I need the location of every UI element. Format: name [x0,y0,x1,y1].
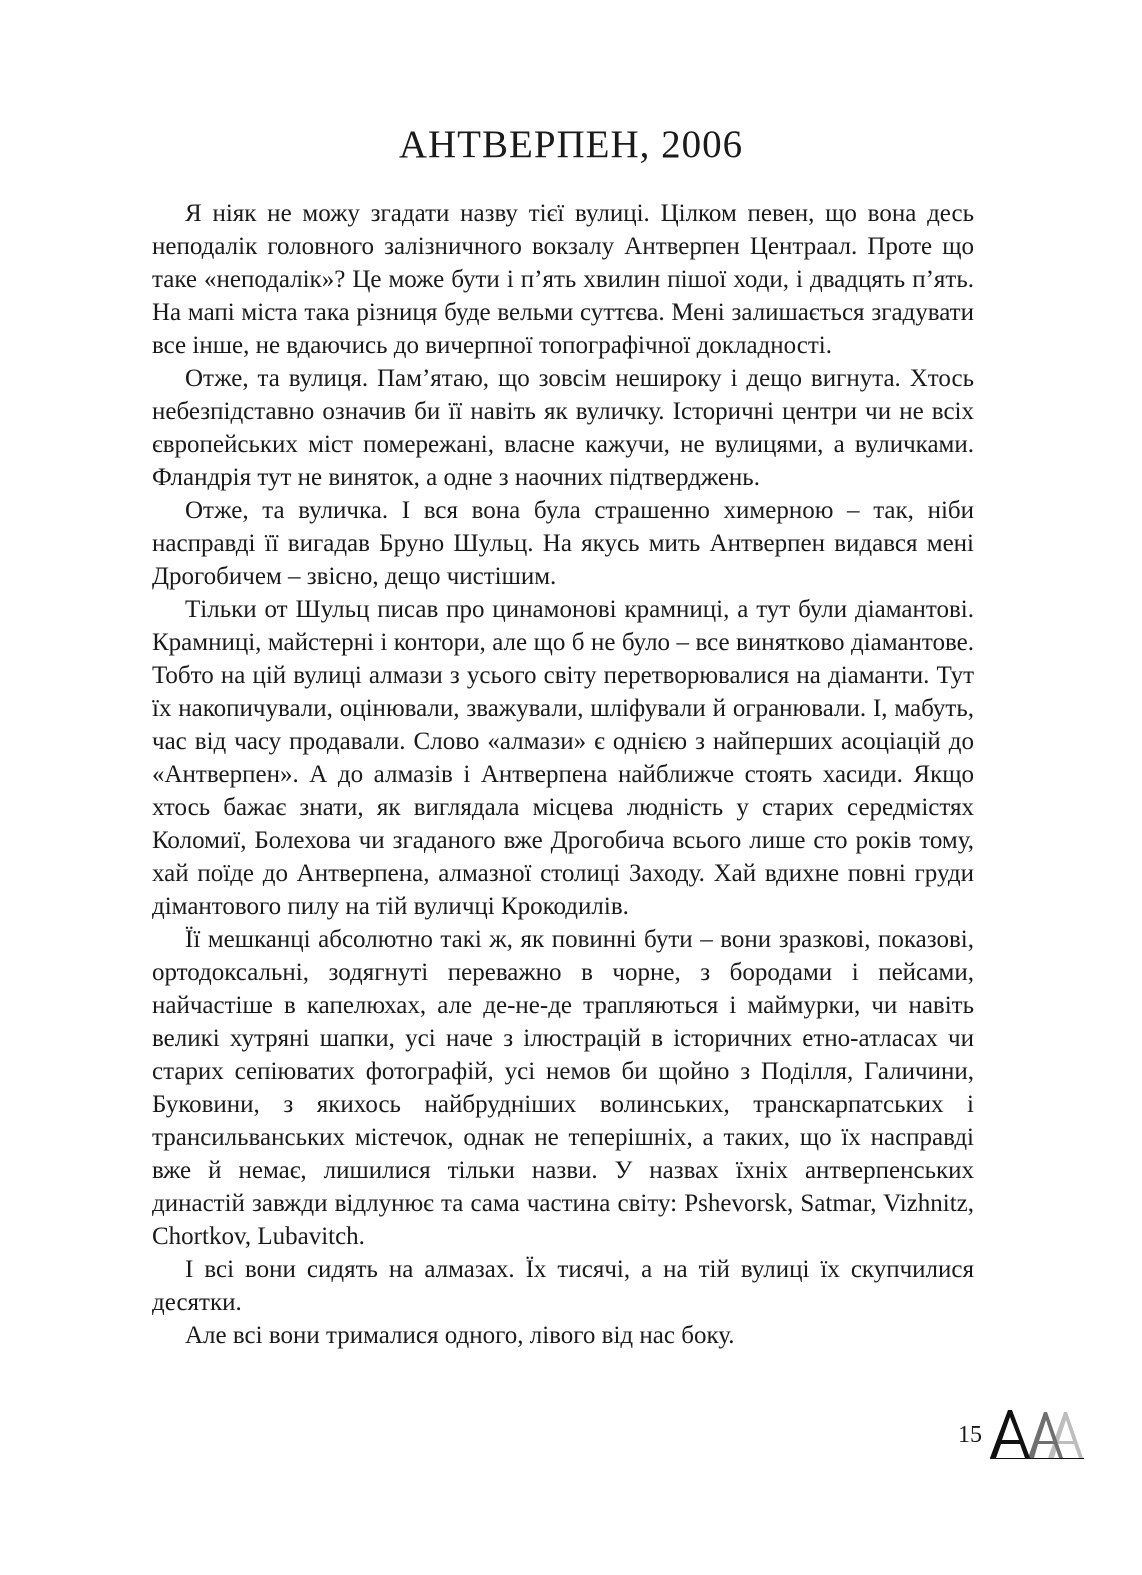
paragraph-3: Отже, та вуличка. І вся вона була страшенно химерною – так, ніби насправді її вигадав Бруно Шульц. На якусь мить Антверпен видався мені Дрогобичем – звісно, дещо чистішим. [152,497,974,590]
paragraph-2: Отже, та вулиця. Пам’ятаю, що зовсім нешироку і дещо вигнута. Хтось небезпідставно означив би її навіть як вуличку. Історичні центри чи не всіх європейських міст помережані, власне кажучи, не вулицями, а вуличками. Фландрія тут не виняток, а одне з наочних підтверджень. [152,365,974,491]
paragraph-1: Я ніяк не можу згадати назву тієї вулиці. Цілком певен, що вона десь неподалік головного залізничного вокзалу Антверпен Центраал. Проте що таке «неподалік»? Це може бути і п’ять хвилин пішої ходи, і двадцять п’ять. На мапі міста така різниця буде вельми суттєва. Мені залишається згадувати все інше, не вдаючись до вичерпної топографічної докладності. [152,200,974,359]
chapter-body [152,197,974,1352]
paragraph-4: Тільки от Шульц писав про цинамонові крамниці, а тут були діамантові. Крамниці, майстерні і контори, але що б не було – все винятково діамантове. Тобто на цій вулиці алмази з усього світу перетворювалися на діаманти. Тут їх накопичували, оцінювали, зважували, шліфували й огранювали. І, мабуть, час від часу продавали. Слово «алмази» є однією з найперших асоціацій до «Антверпен». А до алмазів і Антверпена найближче стоять хасиди. Якщо хтось бажає знати, як виглядала місцева людність у старих середмістях Коломиї, Болехова чи згаданого вже Дрогобича всього лише сто років тому, хай поїде до Антверпена, алмазної столиці Заходу. Хай вдихне повні груди дімантового пилу на тій вуличці Крокодилів. [152,596,974,920]
paragraph-5: Її мешканці абсолютно такі ж, як повинні бути – вони зразкові, показові, ортодоксальні, зодягнуті переважно в чорне, з бородами і пейсами, найчастіше в капелюхах, але де-не-де трапляються і маймурки, чи навіть великі хутряні шапки, усі наче з ілюстрацій в історичних етно-атласах чи старих сепіюватих фотографій, усі немов би щойно з Поділля, Галичини, Буковини, з якихось найбрудніших волинських, транскарпатських і трансильванських містечок, однак не теперішніх, а таких, що їх насправді вже й немає, лишилися тільки назви. У назвах їхніх антверпенських династій завжди відлунює та сама частина світу: Pshevorsk, Satmar, Vizhnitz, Chortkov, Lubavitch. [152,926,974,1250]
chapter-title: АНТВЕРПЕН, 2006 [398,123,744,166]
page-number: 15 [958,1422,982,1448]
paragraph-7: Але всі вони трималися одного, лівого від нас боку. [185,1322,735,1349]
logo-letter-a-dark [990,1410,1030,1458]
paragraph-6: І всі вони сидять на алмазах. Їх тисячі, а на тій вулиці їх скупчилися десятки. [152,1256,974,1316]
publisher-logo-icon [988,1408,1088,1460]
